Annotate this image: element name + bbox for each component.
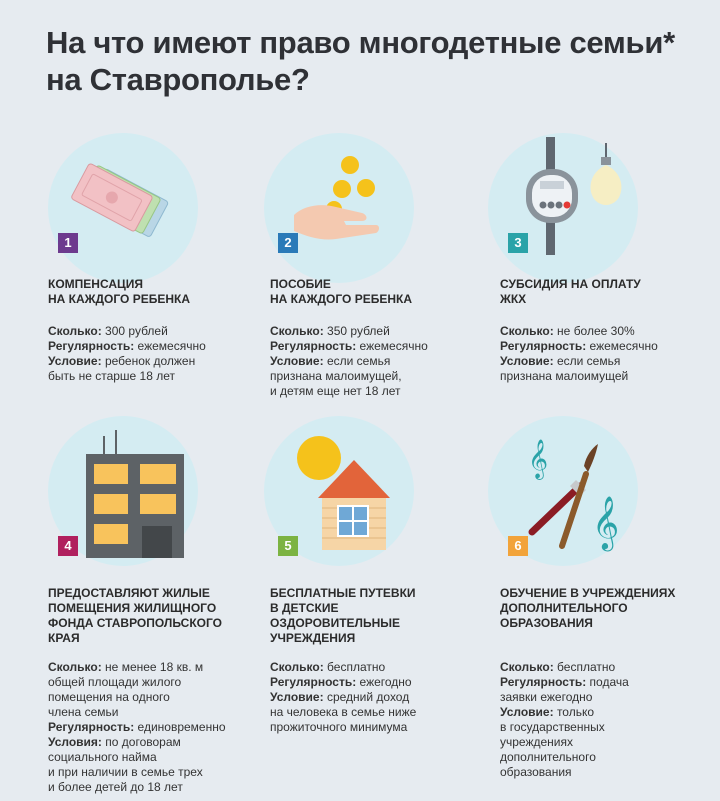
detail-line — [500, 720, 629, 735]
detail-value: не более 30% — [553, 324, 635, 338]
detail-line — [500, 765, 629, 780]
card-3-heading-line: СУБСИДИЯ НА ОПЛАТУ — [500, 277, 641, 291]
card-1-circle — [48, 133, 198, 283]
detail-line — [500, 675, 629, 690]
detail-line — [48, 369, 206, 384]
card-2-details — [270, 324, 428, 399]
card-5-number-badge: 5 — [278, 536, 298, 556]
detail-line — [48, 735, 226, 750]
detail-line — [270, 705, 416, 720]
title-line-1: На что имеют право многодетные семьи* — [46, 25, 675, 60]
card-2-heading-line: ПОСОБИЕ — [270, 277, 331, 291]
card-4-heading-line: ФОНДА СТАВРОПОЛЬСКОГО — [48, 616, 222, 630]
card-3-number-badge: 3 — [508, 233, 528, 253]
detail-line — [48, 339, 206, 354]
card-1-heading — [48, 277, 190, 307]
detail-label: Условия: — [48, 735, 102, 749]
detail-line — [48, 705, 226, 720]
detail-line — [270, 324, 428, 339]
card-5-heading-line: БЕСПЛАТНЫЕ ПУТЕВКИ — [270, 586, 416, 600]
detail-value: бесплатно — [553, 660, 616, 674]
detail-value: общей площади жилого — [48, 675, 182, 689]
card-1-details — [48, 324, 206, 384]
detail-line — [500, 690, 629, 705]
detail-label: Сколько: — [270, 324, 324, 338]
card-4-heading — [48, 586, 222, 646]
detail-value: помещения на одного — [48, 690, 170, 704]
detail-label: Сколько: — [48, 324, 102, 338]
detail-value: ежемесячно — [586, 339, 658, 353]
card-6-details — [500, 660, 629, 780]
detail-value: не менее 18 кв. м — [101, 660, 204, 674]
detail-value: прожиточного минимума — [270, 720, 408, 734]
detail-line — [500, 660, 629, 675]
card-4-heading-line: ПРЕДОСТАВЛЯЮТ ЖИЛЫЕ — [48, 586, 210, 600]
detail-line — [270, 690, 416, 705]
detail-line — [270, 354, 428, 369]
detail-value: в государственных — [500, 720, 605, 734]
card-4-number-badge: 4 — [58, 536, 78, 556]
detail-line — [270, 384, 428, 399]
card-3-heading-line: ЖКХ — [500, 292, 527, 306]
detail-value: члена семьи — [48, 705, 119, 719]
detail-line — [500, 735, 629, 750]
detail-value: 350 рублей — [323, 324, 390, 338]
card-6-heading-line: ДОПОЛНИТЕЛЬНОГО — [500, 601, 628, 615]
detail-line — [270, 675, 416, 690]
detail-value: бесплатно — [323, 660, 386, 674]
detail-label: Регулярность: — [500, 339, 587, 353]
card-1-heading-line: КОМПЕНСАЦИЯ — [48, 277, 143, 291]
detail-line — [500, 705, 629, 720]
card-4-heading-line: ПОМЕЩЕНИЯ ЖИЛИЩНОГО — [48, 601, 217, 615]
card-5-heading-line: ОЗДОРОВИТЕЛЬНЫЕ — [270, 616, 401, 630]
card-5-heading-line: В ДЕТСКИЕ — [270, 601, 339, 615]
detail-value: социального найма — [48, 750, 157, 764]
card-4-details — [48, 660, 226, 795]
detail-line — [48, 765, 226, 780]
detail-line — [270, 339, 428, 354]
detail-line — [48, 675, 226, 690]
detail-label: Регулярность: — [48, 339, 135, 353]
hand-coins-icon — [264, 133, 414, 283]
detail-label: Сколько: — [270, 660, 324, 674]
svg-text:𝄞: 𝄞 — [528, 439, 549, 479]
card-3-details — [500, 324, 658, 384]
detail-value: по договорам — [101, 735, 181, 749]
detail-value: только — [553, 705, 595, 719]
detail-line — [500, 339, 658, 354]
detail-line — [500, 750, 629, 765]
detail-label: Регулярность: — [270, 675, 357, 689]
detail-label: Условие: — [48, 354, 102, 368]
card-3-heading — [500, 277, 641, 307]
detail-value: признана малоимущей — [500, 369, 629, 383]
detail-line — [270, 660, 416, 675]
card-6-heading — [500, 586, 675, 631]
detail-value: заявки ежегодно — [500, 690, 593, 704]
detail-value: ежемесячно — [356, 339, 428, 353]
detail-label: Условие: — [270, 354, 324, 368]
detail-value: ежегодно — [356, 675, 412, 689]
detail-label: Регулярность: — [500, 675, 587, 689]
detail-value: и более детей до 18 лет — [48, 780, 183, 794]
detail-label: Регулярность: — [270, 339, 357, 353]
detail-value: признана малоимущей, — [270, 369, 402, 383]
detail-line — [48, 720, 226, 735]
detail-line — [270, 369, 428, 384]
detail-line — [500, 324, 658, 339]
detail-value: на человека в семье ниже — [270, 705, 417, 719]
card-5-heading — [270, 586, 416, 646]
detail-label: Сколько: — [500, 324, 554, 338]
detail-value: быть не старше 18 лет — [48, 369, 176, 383]
card-2-circle — [264, 133, 414, 283]
detail-value: дополнительного — [500, 750, 596, 764]
card-3-circle — [488, 133, 638, 283]
card-1-heading-line: НА КАЖДОГО РЕБЕНКА — [48, 292, 190, 306]
detail-value: если семья — [553, 354, 621, 368]
card-6-heading-line: ОБРАЗОВАНИЯ — [500, 616, 593, 630]
detail-value: и детям еще нет 18 лет — [270, 384, 401, 398]
title-line-2: на Ставрополье? — [46, 62, 310, 97]
detail-value: средний доход — [323, 690, 410, 704]
card-5-details — [270, 660, 416, 735]
detail-label: Условие: — [500, 705, 554, 719]
card-5-heading-line: УЧРЕЖДЕНИЯ — [270, 631, 356, 645]
detail-line — [48, 324, 206, 339]
card-4-heading-line: КРАЯ — [48, 631, 80, 645]
detail-value: подача — [586, 675, 629, 689]
detail-label: Условие: — [270, 690, 324, 704]
detail-line — [500, 354, 658, 369]
detail-value: 300 рублей — [101, 324, 168, 338]
detail-value: образования — [500, 765, 572, 779]
detail-label: Регулярность: — [48, 720, 135, 734]
detail-label: Условие: — [500, 354, 554, 368]
card-2-heading-line: НА КАЖДОГО РЕБЕНКА — [270, 292, 412, 306]
detail-value: ежемесячно — [134, 339, 206, 353]
detail-line — [48, 660, 226, 675]
detail-value: ребенок должен — [101, 354, 196, 368]
detail-label: Сколько: — [500, 660, 554, 674]
card-6-number-badge: 6 — [508, 536, 528, 556]
page-title — [46, 24, 706, 98]
detail-value: и при наличии в семье трех — [48, 765, 203, 779]
card-1-number-badge: 1 — [58, 233, 78, 253]
card-2-heading — [270, 277, 412, 307]
detail-value: единовременно — [134, 720, 226, 734]
detail-line — [48, 750, 226, 765]
detail-value: если семья — [323, 354, 391, 368]
svg-text:𝄞: 𝄞 — [592, 495, 620, 549]
detail-line — [48, 690, 226, 705]
card-6-heading-line: ОБУЧЕНИЕ В УЧРЕЖДЕНИЯХ — [500, 586, 676, 600]
detail-line — [48, 354, 206, 369]
detail-line — [270, 720, 416, 735]
detail-line — [500, 369, 658, 384]
detail-label: Сколько: — [48, 660, 102, 674]
card-2-number-badge: 2 — [278, 233, 298, 253]
detail-line — [48, 780, 226, 795]
banknotes-icon — [48, 133, 198, 283]
detail-value: учреждениях — [500, 735, 573, 749]
meter-bulb-icon — [488, 133, 638, 283]
